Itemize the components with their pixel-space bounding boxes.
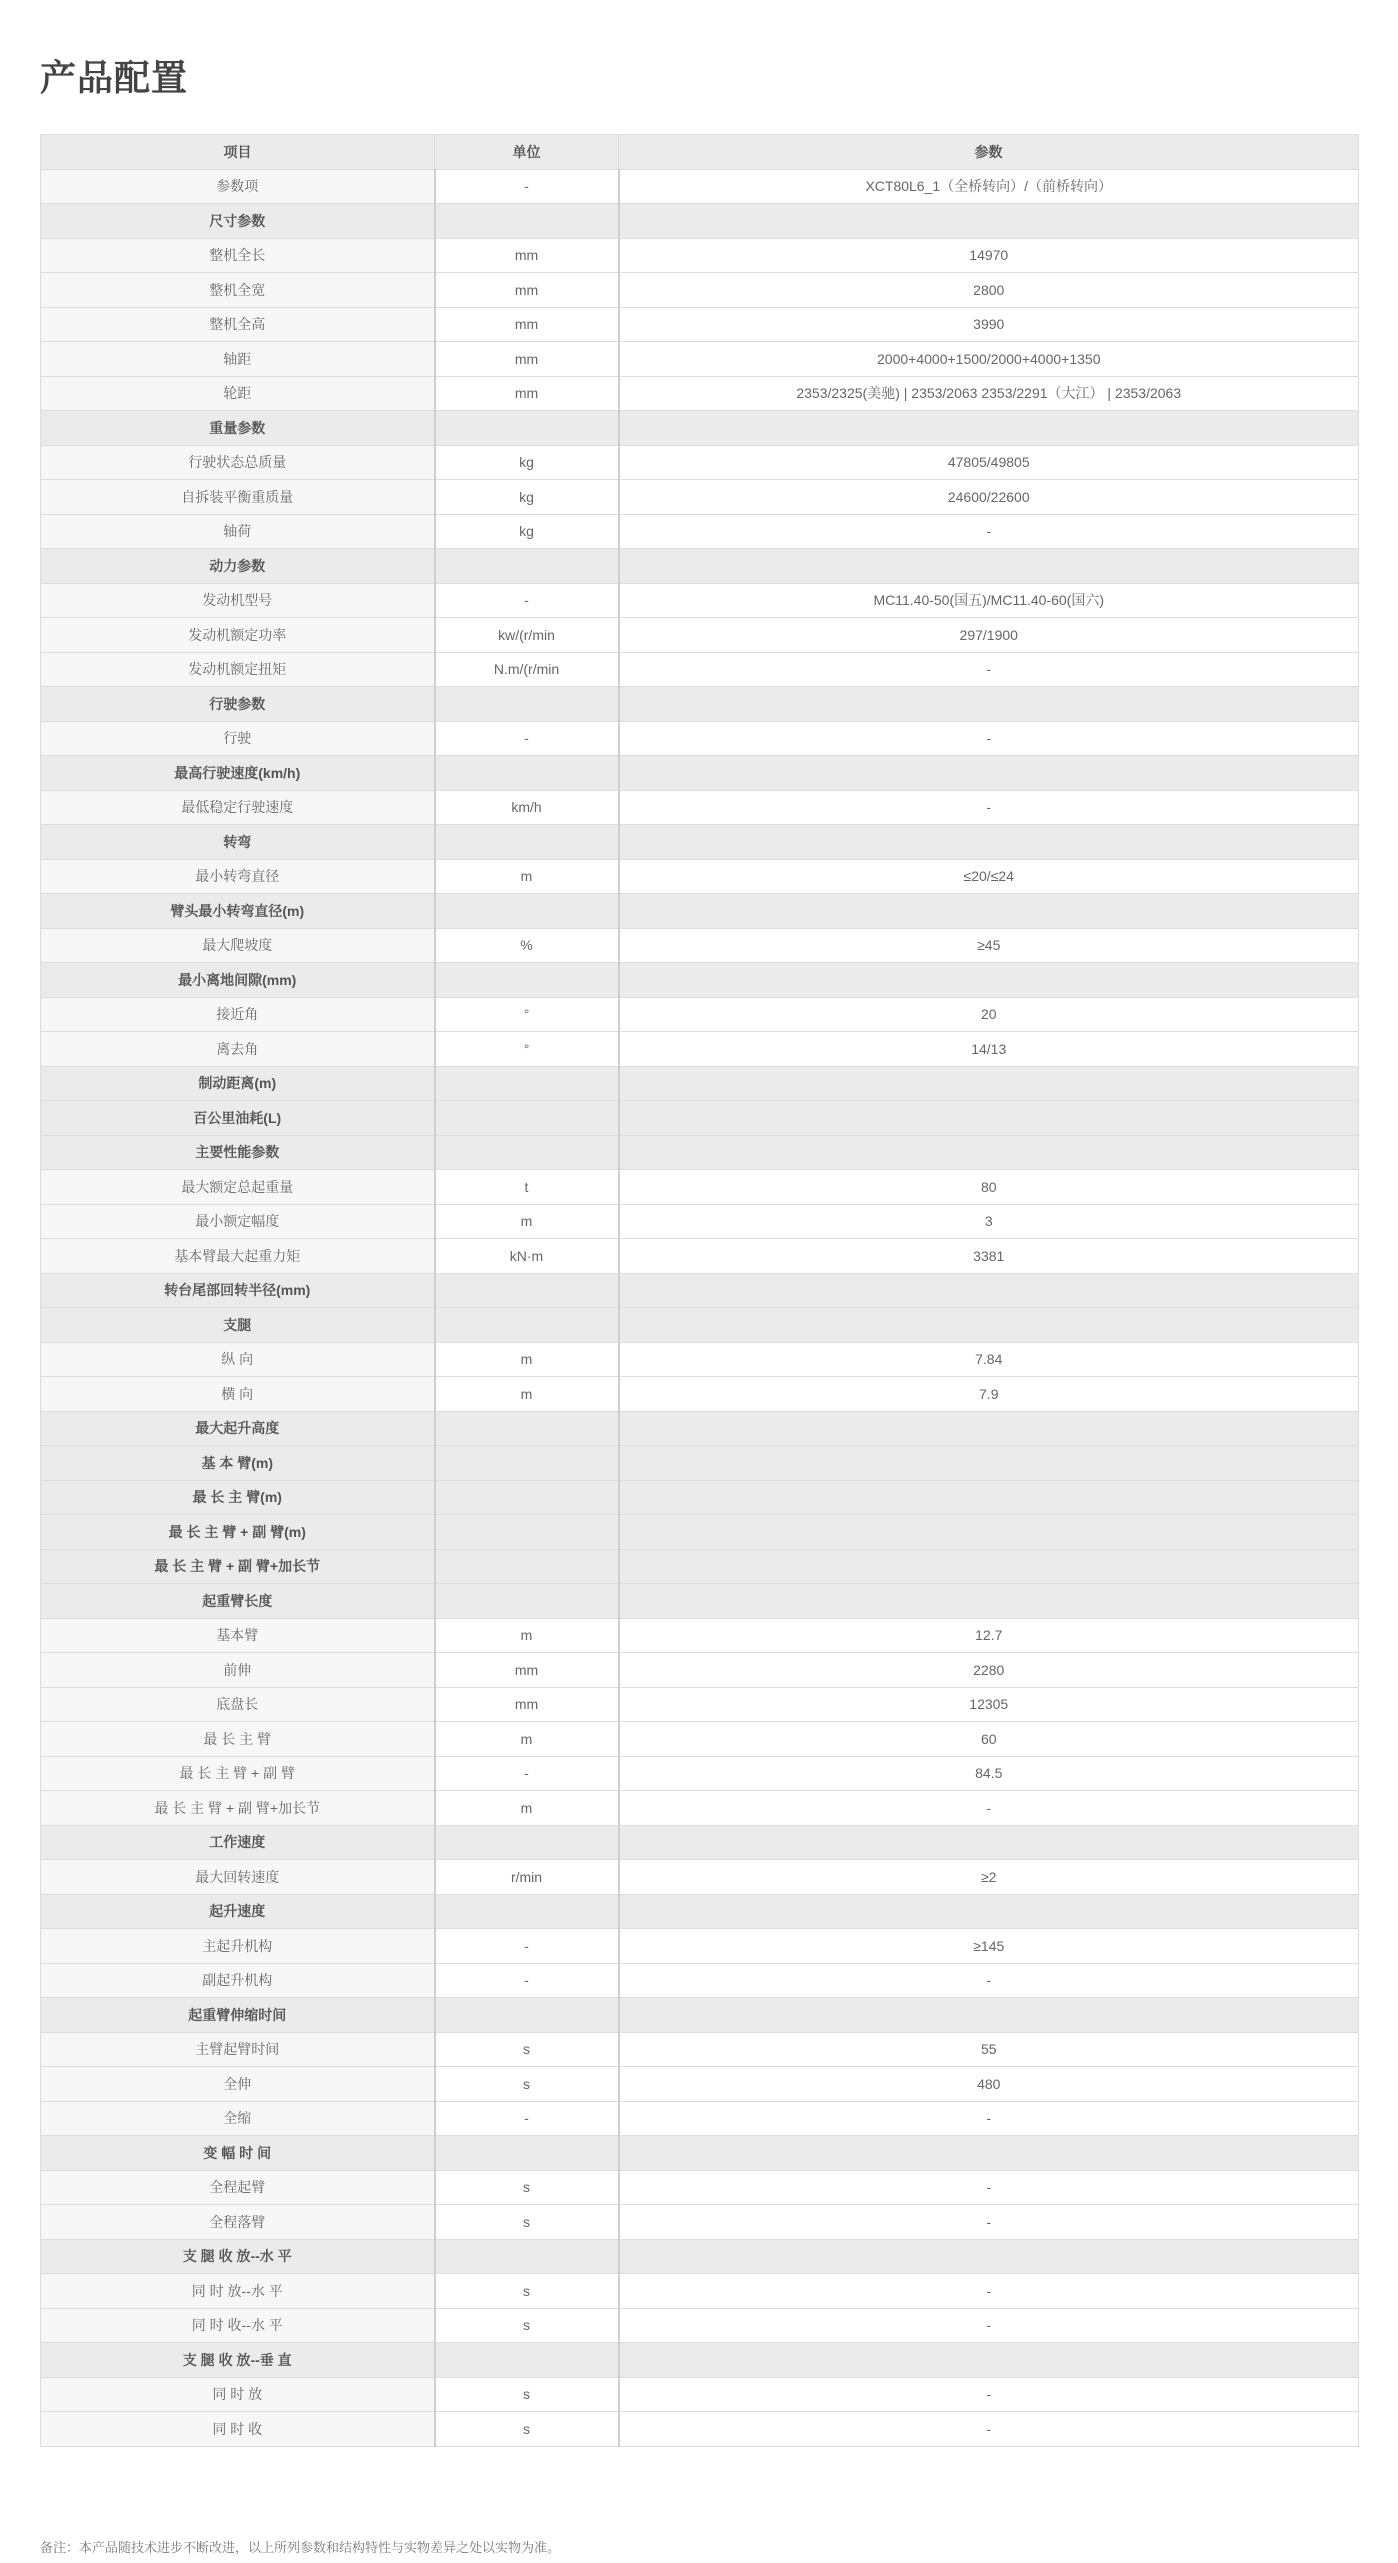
section-row — [41, 963, 1359, 998]
table-row — [41, 618, 1359, 653]
section-row — [41, 2343, 1359, 2378]
cell-item: 动力参数 — [41, 549, 435, 584]
cell-value — [619, 825, 1359, 860]
section-row — [41, 894, 1359, 929]
table-row — [41, 1618, 1359, 1653]
cell-unit — [435, 1825, 619, 1860]
table-row — [41, 273, 1359, 308]
cell-item: 全程落臂 — [41, 2205, 435, 2240]
cell-value: 7.9 — [619, 1377, 1359, 1412]
cell-item: 最 长 主 臂 + 副 臂+加长节 — [41, 1549, 435, 1584]
cell-item: 同 时 收 — [41, 2412, 435, 2447]
cell-item: 最大起升高度 — [41, 1411, 435, 1446]
table-row — [41, 307, 1359, 342]
cell-unit: - — [435, 1963, 619, 1998]
table-row — [41, 445, 1359, 480]
cell-unit — [435, 1584, 619, 1619]
cell-item: 最大额定总起重量 — [41, 1170, 435, 1205]
cell-unit: mm — [435, 1653, 619, 1688]
table-row — [41, 2067, 1359, 2102]
cell-item: 变 幅 时 间 — [41, 2136, 435, 2171]
table-row — [41, 2170, 1359, 2205]
table-row — [41, 1204, 1359, 1239]
cell-unit — [435, 963, 619, 998]
cell-unit: mm — [435, 273, 619, 308]
table-header-row — [41, 135, 1359, 170]
cell-value: 480 — [619, 2067, 1359, 2102]
cell-item: 最小额定幅度 — [41, 1204, 435, 1239]
table-row — [41, 2101, 1359, 2136]
cell-item: 行驶状态总质量 — [41, 445, 435, 480]
cell-unit — [435, 756, 619, 791]
cell-item: 转弯 — [41, 825, 435, 860]
cell-value: - — [619, 2205, 1359, 2240]
cell-unit — [435, 1135, 619, 1170]
cell-unit: mm — [435, 238, 619, 273]
cell-unit: m — [435, 1377, 619, 1412]
section-row — [41, 204, 1359, 239]
cell-unit: kg — [435, 445, 619, 480]
table-row — [41, 1687, 1359, 1722]
cell-value — [619, 894, 1359, 929]
cell-value: 3381 — [619, 1239, 1359, 1274]
table-row — [41, 1653, 1359, 1688]
cell-unit: kg — [435, 480, 619, 515]
table-row — [41, 721, 1359, 756]
cell-value — [619, 1584, 1359, 1619]
cell-unit — [435, 825, 619, 860]
section-row — [41, 825, 1359, 860]
table-row — [41, 514, 1359, 549]
cell-unit: s — [435, 2274, 619, 2309]
table-row — [41, 480, 1359, 515]
cell-value — [619, 411, 1359, 446]
cell-item: 自拆装平衡重质量 — [41, 480, 435, 515]
section-row — [41, 1998, 1359, 2033]
cell-item: 基本臂 — [41, 1618, 435, 1653]
cell-item: 底盘长 — [41, 1687, 435, 1722]
cell-item: 工作速度 — [41, 1825, 435, 1860]
cell-item: 前伸 — [41, 1653, 435, 1688]
cell-value: 2000+4000+1500/2000+4000+1350 — [619, 342, 1359, 377]
cell-value: 80 — [619, 1170, 1359, 1205]
footnote: 备注：本产品随技术进步不断改进，以上所列参数和结构特性与实物差异之处以实物为准。 — [40, 2540, 561, 2555]
table-row — [41, 2274, 1359, 2309]
table-row — [41, 2412, 1359, 2447]
cell-value: - — [619, 2170, 1359, 2205]
cell-item: 同 时 放--水 平 — [41, 2274, 435, 2309]
cell-unit: N.m/(r/min — [435, 652, 619, 687]
table-row — [41, 928, 1359, 963]
cell-item: 最高行驶速度(km/h) — [41, 756, 435, 791]
cell-unit — [435, 411, 619, 446]
cell-item: 发动机额定功率 — [41, 618, 435, 653]
cell-unit — [435, 1308, 619, 1343]
cell-item: 纵 向 — [41, 1342, 435, 1377]
cell-item: 主臂起臂时间 — [41, 2032, 435, 2067]
cell-value — [619, 204, 1359, 239]
cell-item: 基本臂最大起重力矩 — [41, 1239, 435, 1274]
cell-value — [619, 1998, 1359, 2033]
cell-value: 2800 — [619, 273, 1359, 308]
cell-unit — [435, 2136, 619, 2171]
table-row — [41, 169, 1359, 204]
cell-item: 支 腿 收 放--垂 直 — [41, 2343, 435, 2378]
cell-unit — [435, 1515, 619, 1550]
cell-item: 整机全宽 — [41, 273, 435, 308]
cell-item: 最 长 主 臂 + 副 臂+加长节 — [41, 1791, 435, 1826]
cell-value — [619, 1894, 1359, 1929]
cell-unit — [435, 894, 619, 929]
cell-item: 整机全长 — [41, 238, 435, 273]
section-row — [41, 411, 1359, 446]
cell-value — [619, 687, 1359, 722]
cell-item: 支腿 — [41, 1308, 435, 1343]
cell-unit: s — [435, 2170, 619, 2205]
cell-unit: m — [435, 1722, 619, 1757]
cell-unit — [435, 2239, 619, 2274]
cell-value — [619, 1825, 1359, 1860]
cell-value: 60 — [619, 1722, 1359, 1757]
cell-item: 最小离地间隙(mm) — [41, 963, 435, 998]
cell-unit: - — [435, 721, 619, 756]
cell-value: 24600/22600 — [619, 480, 1359, 515]
cell-unit — [435, 1446, 619, 1481]
header-unit: 单位 — [435, 135, 619, 170]
cell-unit: km/h — [435, 790, 619, 825]
cell-unit: s — [435, 2308, 619, 2343]
cell-item: 起重臂伸缩时间 — [41, 1998, 435, 2033]
cell-value — [619, 963, 1359, 998]
cell-value: ≥145 — [619, 1929, 1359, 1964]
cell-unit: r/min — [435, 1860, 619, 1895]
cell-unit: mm — [435, 342, 619, 377]
cell-item: 全程起臂 — [41, 2170, 435, 2205]
cell-value: 12.7 — [619, 1618, 1359, 1653]
cell-item: 主起升机构 — [41, 1929, 435, 1964]
cell-value — [619, 2136, 1359, 2171]
section-row — [41, 1480, 1359, 1515]
cell-unit: ° — [435, 1032, 619, 1067]
cell-unit: - — [435, 169, 619, 204]
cell-value: ≤20/≤24 — [619, 859, 1359, 894]
cell-item: 最 长 主 臂 — [41, 1722, 435, 1757]
cell-item: 重量参数 — [41, 411, 435, 446]
cell-unit — [435, 1998, 619, 2033]
cell-unit — [435, 687, 619, 722]
cell-value: - — [619, 2412, 1359, 2447]
cell-value: - — [619, 1791, 1359, 1826]
cell-value: - — [619, 514, 1359, 549]
section-row — [41, 1308, 1359, 1343]
cell-unit: % — [435, 928, 619, 963]
cell-value: 12305 — [619, 1687, 1359, 1722]
cell-value: 20 — [619, 997, 1359, 1032]
cell-item: 发动机额定扭矩 — [41, 652, 435, 687]
cell-item: 百公里油耗(L) — [41, 1101, 435, 1136]
cell-unit — [435, 1549, 619, 1584]
table-row — [41, 1722, 1359, 1757]
cell-value: - — [619, 652, 1359, 687]
cell-unit: m — [435, 859, 619, 894]
cell-unit: kg — [435, 514, 619, 549]
cell-unit: - — [435, 1756, 619, 1791]
cell-value: - — [619, 2274, 1359, 2309]
table-row — [41, 1860, 1359, 1895]
cell-item: 臂头最小转弯直径(m) — [41, 894, 435, 929]
table-row — [41, 2032, 1359, 2067]
cell-value — [619, 1480, 1359, 1515]
table-row — [41, 1342, 1359, 1377]
section-row — [41, 549, 1359, 584]
cell-item: 发动机型号 — [41, 583, 435, 618]
cell-item: 轴荷 — [41, 514, 435, 549]
cell-unit — [435, 1066, 619, 1101]
cell-value — [619, 2343, 1359, 2378]
section-row — [41, 1446, 1359, 1481]
cell-item: 离去角 — [41, 1032, 435, 1067]
cell-unit: s — [435, 2067, 619, 2102]
cell-item: 最 长 主 臂(m) — [41, 1480, 435, 1515]
cell-value: MC11.40-50(国五)/MC11.40-60(国六) — [619, 583, 1359, 618]
cell-value: - — [619, 721, 1359, 756]
cell-item: 同 时 放 — [41, 2377, 435, 2412]
table-row — [41, 997, 1359, 1032]
section-row — [41, 1549, 1359, 1584]
table-row — [41, 1239, 1359, 1274]
cell-unit: s — [435, 2032, 619, 2067]
cell-unit: s — [435, 2205, 619, 2240]
cell-unit: mm — [435, 376, 619, 411]
cell-item: 起升速度 — [41, 1894, 435, 1929]
table-row — [41, 1929, 1359, 1964]
cell-unit: s — [435, 2412, 619, 2447]
section-row — [41, 1135, 1359, 1170]
header-value: 参数 — [619, 135, 1359, 170]
section-row — [41, 1066, 1359, 1101]
cell-unit: kw/(r/min — [435, 618, 619, 653]
cell-item: 最 长 主 臂 + 副 臂 — [41, 1756, 435, 1791]
section-row — [41, 2136, 1359, 2171]
cell-item: 主要性能参数 — [41, 1135, 435, 1170]
cell-unit — [435, 1273, 619, 1308]
table-row — [41, 342, 1359, 377]
cell-item: 制动距离(m) — [41, 1066, 435, 1101]
section-row — [41, 687, 1359, 722]
table-row — [41, 1032, 1359, 1067]
section-row — [41, 1584, 1359, 1619]
cell-item: 接近角 — [41, 997, 435, 1032]
table-body — [41, 169, 1359, 2446]
cell-unit: - — [435, 583, 619, 618]
cell-item: 最大回转速度 — [41, 1860, 435, 1895]
cell-value — [619, 2239, 1359, 2274]
cell-value: - — [619, 1963, 1359, 1998]
cell-item: 基 本 臂(m) — [41, 1446, 435, 1481]
cell-value: - — [619, 2308, 1359, 2343]
cell-unit: kN·m — [435, 1239, 619, 1274]
cell-unit — [435, 2343, 619, 2378]
cell-unit: s — [435, 2377, 619, 2412]
table-row — [41, 652, 1359, 687]
cell-value — [619, 1411, 1359, 1446]
table-row — [41, 1170, 1359, 1205]
cell-value — [619, 1101, 1359, 1136]
cell-value: ≥2 — [619, 1860, 1359, 1895]
cell-item: 全伸 — [41, 2067, 435, 2102]
cell-item: 横 向 — [41, 1377, 435, 1412]
table-row — [41, 1963, 1359, 1998]
section-row — [41, 756, 1359, 791]
cell-value: 7.84 — [619, 1342, 1359, 1377]
cell-unit: m — [435, 1204, 619, 1239]
cell-unit: mm — [435, 1687, 619, 1722]
cell-value: 14/13 — [619, 1032, 1359, 1067]
table-row — [41, 2377, 1359, 2412]
cell-value — [619, 1515, 1359, 1550]
table-row — [41, 1377, 1359, 1412]
header-item: 项目 — [41, 135, 435, 170]
table-row — [41, 583, 1359, 618]
cell-item: 起重臂长度 — [41, 1584, 435, 1619]
cell-unit — [435, 204, 619, 239]
cell-unit — [435, 1894, 619, 1929]
table-row — [41, 238, 1359, 273]
cell-item: 轮距 — [41, 376, 435, 411]
cell-item: 尺寸参数 — [41, 204, 435, 239]
cell-value: 297/1900 — [619, 618, 1359, 653]
cell-value — [619, 1446, 1359, 1481]
cell-unit: ° — [435, 997, 619, 1032]
cell-unit: - — [435, 2101, 619, 2136]
cell-item: 行驶 — [41, 721, 435, 756]
cell-unit: m — [435, 1342, 619, 1377]
cell-unit: m — [435, 1618, 619, 1653]
cell-item: 最小转弯直径 — [41, 859, 435, 894]
section-row — [41, 1894, 1359, 1929]
section-row — [41, 1825, 1359, 1860]
cell-value: 2353/2325(美驰) | 2353/2063 2353/2291（大江） | 2353/2063 — [619, 376, 1359, 411]
table-row — [41, 1791, 1359, 1826]
cell-value: XCT80L6_1（全桥转向）/（前桥转向） — [619, 169, 1359, 204]
section-row — [41, 1411, 1359, 1446]
cell-item: 轴距 — [41, 342, 435, 377]
section-row — [41, 1515, 1359, 1550]
section-row — [41, 1101, 1359, 1136]
cell-value: 55 — [619, 2032, 1359, 2067]
cell-item: 整机全高 — [41, 307, 435, 342]
cell-value: - — [619, 2101, 1359, 2136]
table-row — [41, 2205, 1359, 2240]
cell-item: 同 时 收--水 平 — [41, 2308, 435, 2343]
section-row — [41, 1273, 1359, 1308]
cell-value — [619, 1308, 1359, 1343]
cell-item: 行驶参数 — [41, 687, 435, 722]
table-row — [41, 1756, 1359, 1791]
cell-item: 副起升机构 — [41, 1963, 435, 1998]
cell-unit — [435, 1101, 619, 1136]
cell-value: 47805/49805 — [619, 445, 1359, 480]
table-row — [41, 790, 1359, 825]
table-row — [41, 376, 1359, 411]
cell-value — [619, 756, 1359, 791]
cell-unit: t — [435, 1170, 619, 1205]
cell-value: - — [619, 2377, 1359, 2412]
cell-unit: m — [435, 1791, 619, 1826]
table-row — [41, 2308, 1359, 2343]
cell-item: 参数项 — [41, 169, 435, 204]
cell-item: 最大爬坡度 — [41, 928, 435, 963]
cell-unit — [435, 1480, 619, 1515]
cell-item: 最 长 主 臂 + 副 臂(m) — [41, 1515, 435, 1550]
cell-value: 2280 — [619, 1653, 1359, 1688]
cell-unit: - — [435, 1929, 619, 1964]
cell-item: 转台尾部回转半径(mm) — [41, 1273, 435, 1308]
page-title: 产品配置 — [40, 57, 189, 98]
table-row — [41, 859, 1359, 894]
cell-value — [619, 549, 1359, 584]
cell-value: - — [619, 790, 1359, 825]
cell-value — [619, 1066, 1359, 1101]
cell-unit — [435, 549, 619, 584]
cell-item: 支 腿 收 放--水 平 — [41, 2239, 435, 2274]
cell-value: 14970 — [619, 238, 1359, 273]
section-row — [41, 2239, 1359, 2274]
cell-unit: mm — [435, 307, 619, 342]
cell-value — [619, 1135, 1359, 1170]
cell-unit — [435, 1411, 619, 1446]
cell-value: 3 — [619, 1204, 1359, 1239]
cell-item: 全缩 — [41, 2101, 435, 2136]
cell-value: 84.5 — [619, 1756, 1359, 1791]
cell-value: ≥45 — [619, 928, 1359, 963]
cell-value — [619, 1273, 1359, 1308]
cell-value: 3990 — [619, 307, 1359, 342]
cell-item: 最低稳定行驶速度 — [41, 790, 435, 825]
cell-value — [619, 1549, 1359, 1584]
spec-table — [40, 134, 1359, 2447]
